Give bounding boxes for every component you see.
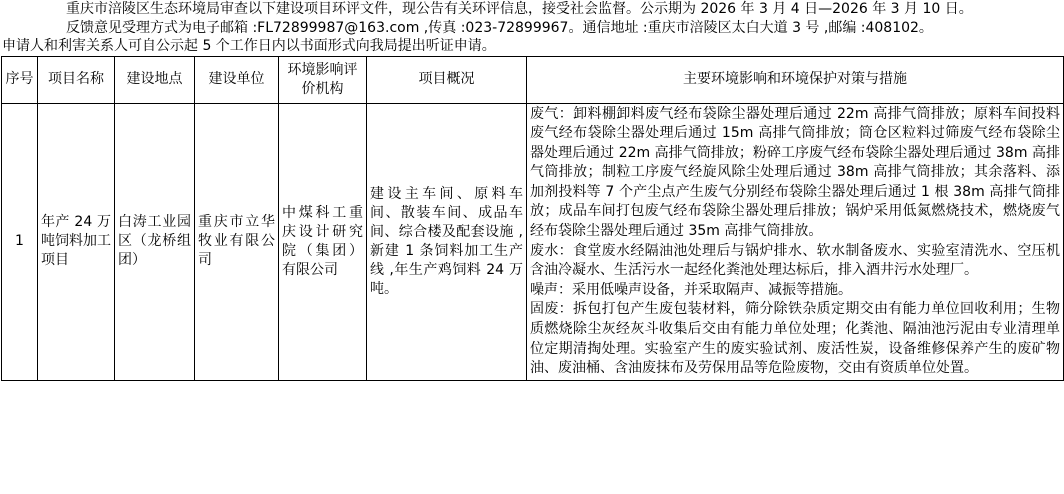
cell-overview: 建设主车间、原料车间、散装车间、成品车间、综合楼及配套设施 ,新建 1 条饲料加工生产线 ,年生产鸡饲料 24 万吨。 [367, 103, 527, 380]
intro-line-feedback: 反馈意见受理方式为电子邮箱 :FL72899987@163.com ,传真 :023-72899967。通信地址 :重庆市涪陵区太白大道 3 号 ,邮编 :408102。 [66, 19, 933, 36]
project-table [1, 56, 1064, 381]
header-measures: 主要环境影响和环境保护对策与措施 [527, 56, 1064, 103]
measure-gas: 废气：卸料棚卸料废气经布袋除尘器处理后通过 22m 高排气筒排放；原料车间投料废气经布袋除尘器处理后通过 15m 高排气筒排放；筒仓区粒料过筛废气经布袋除尘器处理后通过 22m 高排气筒排放；粉碎工序废气经布袋除尘器处理后通过 38m 高排气筒排放；制粒工序废气经旋风除尘处理后通过 38m 高排气筒排放；其余落料、添加剂投料等 7 个产尘点产生废气分别经布袋除尘器处理后通过 1 根 38m 高排气筒排放；成品车间打包废气经布袋除尘器处理后排放；锅炉采用低氮燃烧技术，燃烧废气经布袋除尘器处理后通过 35m 高排气筒排放。 [530, 105, 1060, 240]
header-project-name: 项目名称 [38, 56, 115, 103]
header-eia-agency: 环境影响评价机构 [279, 56, 367, 103]
cell-measures [527, 103, 1064, 380]
intro-line-announcement: 重庆市涪陵区生态环境局审查以下建设项目环评文件，现公告有关环评信息，接受社会监督。公示期为 2026 年 3 月 4 日—2026 年 3 月 10 日。 [66, 1, 973, 17]
header-overview: 项目概况 [367, 56, 527, 103]
header-builder: 建设单位 [195, 56, 279, 103]
measure-noise: 噪声：采用低噪声设备，并采取隔声、减振等措施。 [530, 281, 852, 298]
notice-intro [0, 0, 1064, 56]
header-location: 建设地点 [115, 56, 195, 103]
cell-eia-agency: 中煤科工重庆设计研究院（集团）有限公司 [279, 103, 367, 380]
cell-project-name: 年产 24 万吨饲料加工项目 [38, 103, 115, 380]
measure-solid-waste: 固废：拆包打包产生废包装材料，筛分除铁杂质定期交由有能力单位回收利用；生物质燃烧除尘灰经灰斗收集后交由有能力单位处理；化粪池、隔油池污泥由专业清理单位定期清掏处理。实验室产生的废实验试剂、废活性炭，设备维修保养产生的废矿物油、废油桶、含油废抹布及劳保用品等危险废物，交由有资质单位处置。 [530, 301, 1060, 377]
measure-water: 废水：食堂废水经隔油池处理后与锅炉排水、软水制备废水、实验室清洗水、空压机含油冷凝水、生活污水一起经化粪池处理达标后，排入酒井污水处理厂。 [530, 242, 1060, 279]
table-row [2, 103, 1064, 380]
cell-location: 白涛工业园区（龙桥组团） [115, 103, 195, 380]
header-seq: 序号 [2, 56, 38, 103]
cell-seq: 1 [2, 103, 38, 380]
cell-builder: 重庆市立华牧业有限公司 [195, 103, 279, 380]
table-header-row [2, 56, 1064, 103]
intro-line-hearing: 申请人和利害关系人可自公示起 5 个工作日内以书面形式向我局提出听证申请。 [2, 38, 496, 54]
